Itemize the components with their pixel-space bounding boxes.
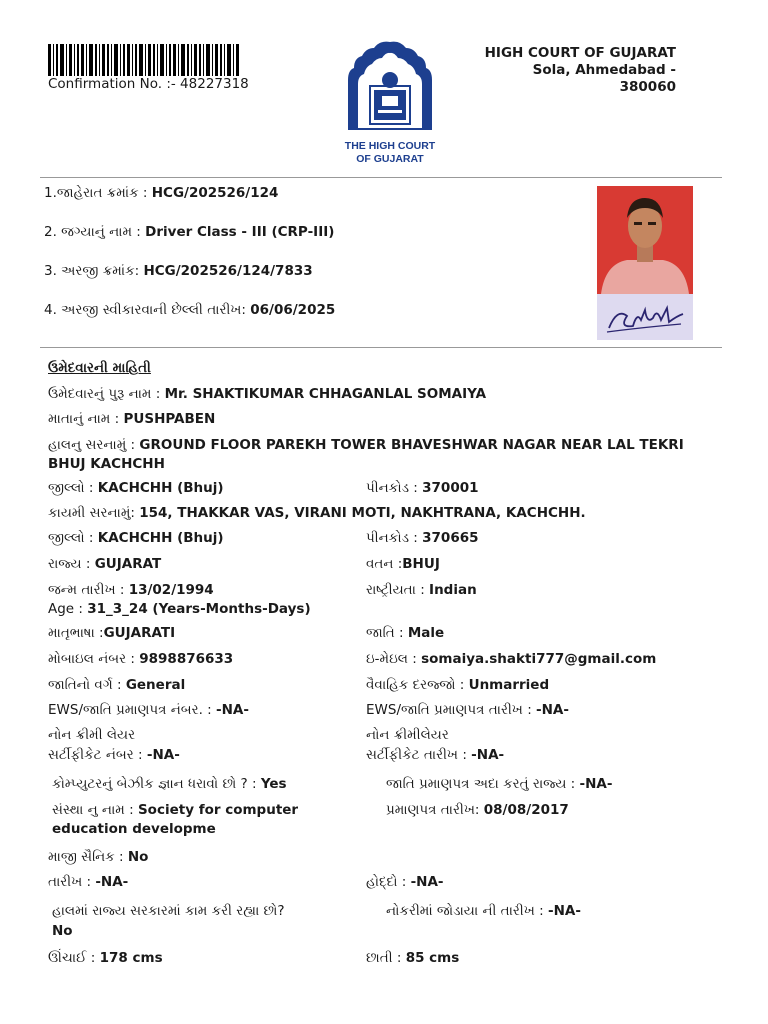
computer-knowledge: કોમ્પ્યુટરનું બેઝીક જ્ઞાન ધરાવો છો ? : Yes bbox=[52, 776, 287, 792]
logo-text-line1: THE HIGH COURT bbox=[344, 140, 436, 152]
govt-employee-question: હાલમાં રાજ્ય સરકારમાં કામ કરી રહ્યા છો? bbox=[52, 903, 285, 919]
category: જાતિનો વર્ગ : General bbox=[48, 677, 186, 693]
ex-serviceman-date: તારીખ : -NA- bbox=[48, 874, 129, 890]
barcode bbox=[48, 44, 240, 76]
pincode-permanent: પીનકોડ : 370665 bbox=[366, 530, 479, 546]
divider-middle bbox=[40, 347, 722, 348]
non-creamy-layer-label-2: નોન ક્રીમીલેયર bbox=[366, 727, 449, 743]
section-title: ઉમેદવારની માહિતી bbox=[48, 360, 151, 376]
chest: છાતી : 85 cms bbox=[366, 950, 460, 966]
date-of-birth: જન્મ તારીખ : 13/02/1994 bbox=[48, 582, 214, 598]
ex-serviceman: માજી સૈનિક : No bbox=[48, 849, 149, 865]
gender: જાતિ : Male bbox=[366, 625, 445, 641]
mother-tongue: માતૃભાષા :GUJARATI bbox=[48, 625, 176, 641]
permanent-address: કાયમી સરનામું: 154, THAKKAR VAS, VIRANI MOTI, NAKHTRANA, KACHCHH. bbox=[48, 505, 586, 521]
ews-certificate-number: EWS/જાતિ પ્રમાણપત્ર નંબર. : -NA- bbox=[48, 702, 249, 718]
confirmation-number: Confirmation No. :- 48227318 bbox=[48, 76, 249, 92]
native-place: વતન :BHUJ bbox=[366, 556, 440, 572]
signature-icon bbox=[597, 294, 693, 340]
pincode-current: પીનકોડ : 370001 bbox=[366, 480, 479, 496]
nationality: રાષ્ટ્રીયતા : Indian bbox=[366, 582, 477, 598]
ews-certificate-date: EWS/જાતિ પ્રમાણપત્ર તારીખ : -NA- bbox=[366, 702, 569, 718]
mobile-number: મોબાઇલ નંબર : 9898876633 bbox=[48, 651, 234, 667]
emblem-icon bbox=[340, 40, 440, 136]
high-court-logo bbox=[340, 40, 440, 164]
court-name: HIGH COURT OF GUJARAT bbox=[484, 45, 676, 61]
district-permanent: જીલ્લો : KACHCHH (Bhuj) bbox=[48, 530, 224, 546]
institute-name: સંસ્થા નુ નામ : Society for computer education developme bbox=[52, 802, 299, 837]
height: ઊંચાઈ : 178 cms bbox=[48, 950, 163, 966]
marital-status: વૈવાહિક દરજ્જો : Unmarried bbox=[366, 677, 550, 693]
state: રાજ્ય : GUJARAT bbox=[48, 556, 162, 572]
current-address: હાલનુ સરનામું : GROUND FLOOR PAREKH TOWER BHAVESHWAR NAGAR NEAR LAL TEKRI BHUJ KACHCHH bbox=[48, 437, 684, 472]
joining-date: નોકરીમાં જોડાયા ની તારીખ : -NA- bbox=[386, 903, 581, 919]
candidate-signature bbox=[597, 294, 693, 340]
ncl-certificate-date: સર્ટીફીકેટ તારીખ : -NA- bbox=[366, 747, 505, 763]
email: ઇ-મેઇલ : somaiya.shakti777@gmail.com bbox=[366, 651, 657, 667]
last-date: 4. અરજી સ્વીકારવાની છેલ્લી તારીખ: 06/06/2025 bbox=[44, 302, 336, 318]
court-address: Sola, Ahmedabad - 380060 bbox=[532, 62, 676, 95]
advertisement-number: 1.જાહેરાત ક્રમાંક : HCG/202526/124 bbox=[44, 185, 279, 201]
ncl-certificate-number: સર્ટીફીકેટ નંબર : -NA- bbox=[48, 747, 180, 763]
non-creamy-layer-label: નોન ક્રીમી લેયર bbox=[48, 727, 136, 743]
age: Age : 31_3_24 (Years-Months-Days) bbox=[48, 601, 311, 617]
candidate-name: ઉમેદવારનું પુરૂ નામ : Mr. SHAKTIKUMAR CHHAGANLAL SOMAIYA bbox=[48, 386, 487, 402]
candidate-photo bbox=[597, 186, 693, 294]
court-heading bbox=[476, 45, 676, 96]
logo-text-line2: OF GUJARAT bbox=[356, 153, 424, 165]
post-name: 2. જગ્યાનું નામ : Driver Class - III (CRP-III) bbox=[44, 224, 335, 240]
rank: હોદ્દો : -NA- bbox=[366, 874, 444, 890]
application-number: 3. અરજી ક્રમાંક: HCG/202526/124/7833 bbox=[44, 263, 313, 279]
divider-top bbox=[40, 177, 722, 178]
district-current: જીલ્લો : KACHCHH (Bhuj) bbox=[48, 480, 224, 496]
certificate-issuing-state: જાતિ પ્રમાણપત્ર અદા કરતું રાજ્ય : -NA- bbox=[386, 776, 613, 792]
govt-employee-answer: No bbox=[52, 923, 73, 939]
certificate-date: પ્રમાણપત્ર તારીખ: 08/08/2017 bbox=[386, 802, 569, 818]
person-icon bbox=[597, 186, 693, 294]
mother-name: માતાનું નામ : PUSHPABEN bbox=[48, 411, 216, 427]
